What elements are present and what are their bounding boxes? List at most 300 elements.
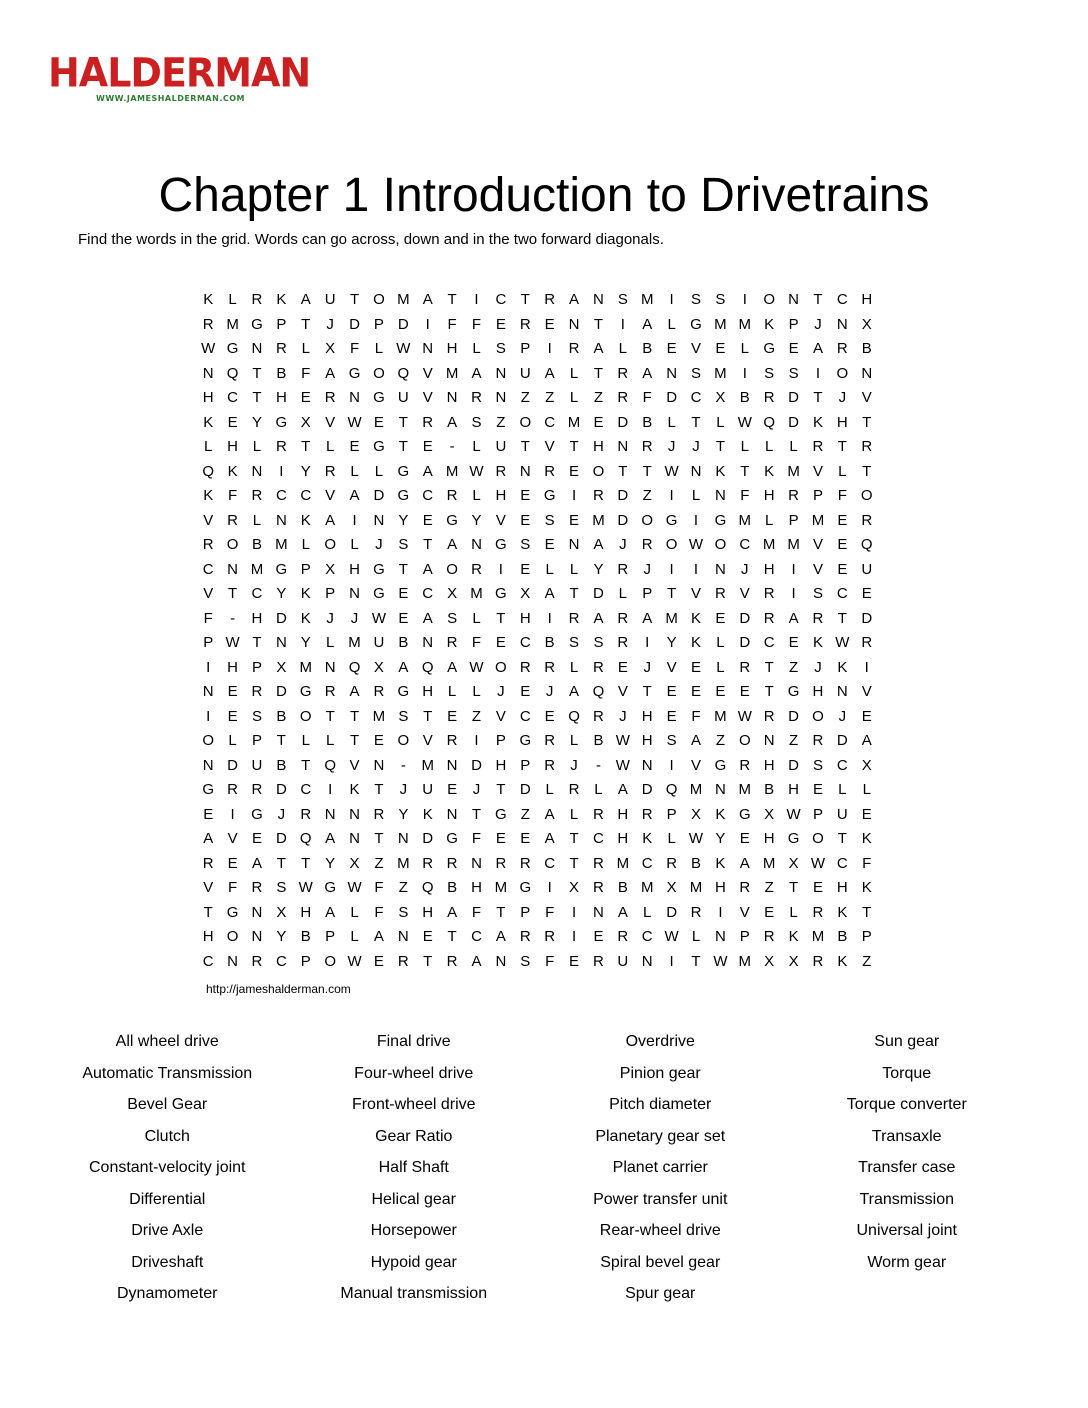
grid-cell: I xyxy=(498,560,503,578)
grid-cell: A xyxy=(325,830,336,847)
grid-cell: D xyxy=(861,609,873,627)
grid-cell: L xyxy=(447,683,457,700)
grid-cell: X xyxy=(373,658,384,676)
grid-cell: I xyxy=(742,364,747,382)
grid-cell: V xyxy=(203,585,214,602)
grid-cell: E xyxy=(495,634,506,651)
grid-cell: P xyxy=(495,732,506,749)
grid-cell: I xyxy=(718,903,723,921)
grid-cell: M xyxy=(689,781,703,798)
grid-cell: F xyxy=(228,879,238,896)
grid-cell: V xyxy=(812,560,823,578)
grid-cell: C xyxy=(202,952,214,970)
grid-cell: L xyxy=(472,609,481,627)
grid-cell: N xyxy=(836,315,848,333)
grid-cell: F xyxy=(301,364,311,382)
grid-cell: Y xyxy=(251,413,262,431)
grid-cell: E xyxy=(495,830,506,847)
grid-cell: H xyxy=(422,683,434,700)
grid-cell: O xyxy=(324,536,336,553)
grid-cell: Q xyxy=(202,462,215,480)
grid-cell: A xyxy=(617,781,628,798)
grid-cell: L xyxy=(594,781,603,798)
grid-cell: A xyxy=(617,903,628,921)
word-list-item: Four-wheel drive xyxy=(354,1064,474,1082)
grid-cell: K xyxy=(300,511,311,529)
grid-cell: U xyxy=(617,952,629,970)
grid-cell: - xyxy=(595,756,601,774)
grid-cell: K xyxy=(837,658,848,676)
grid-cell: L xyxy=(838,781,847,798)
grid-cell: E xyxy=(203,805,214,823)
grid-cell: R xyxy=(593,707,604,725)
grid-cell: N xyxy=(251,340,263,357)
grid-cell: A xyxy=(691,732,702,749)
grid-cell: M xyxy=(250,560,264,578)
grid-cell: D xyxy=(373,487,385,504)
grid-cell: T xyxy=(837,609,847,627)
grid-cell: P xyxy=(861,928,872,945)
grid-cell: K xyxy=(715,805,726,823)
grid-cell: R xyxy=(519,928,531,945)
grid-cell: N xyxy=(251,928,263,945)
grid-cell: V xyxy=(812,462,823,480)
grid-cell: F xyxy=(374,879,384,896)
grid-cell: K xyxy=(691,634,702,651)
grid-cell: E xyxy=(544,707,555,725)
word-list-item: Torque converter xyxy=(846,1096,967,1113)
grid-cell: L xyxy=(789,903,798,921)
grid-cell: E xyxy=(373,732,384,749)
grid-cell: O xyxy=(714,536,727,553)
grid-cell: N xyxy=(324,805,336,823)
grid-cell: N xyxy=(471,536,482,553)
grid-cell: R xyxy=(739,879,751,896)
grid-cell: E xyxy=(520,683,531,700)
word-list-item: Pitch diameter xyxy=(609,1096,712,1113)
grid-cell: G xyxy=(373,560,385,578)
grid-cell: U xyxy=(251,756,263,774)
grid-cell: C xyxy=(739,536,751,553)
page-title: Chapter 1 Introduction to Drivetrains xyxy=(158,169,930,223)
grid-cell: H xyxy=(202,928,214,945)
grid-cell: M xyxy=(470,585,483,602)
grid-cell: L xyxy=(204,438,213,455)
grid-cell: K xyxy=(691,609,702,627)
grid-cell: R xyxy=(617,634,629,651)
grid-cell: O xyxy=(495,658,507,676)
grid-cell: S xyxy=(520,536,531,553)
grid-cell: J xyxy=(350,609,359,627)
grid-cell: R xyxy=(202,315,214,333)
grid-cell: T xyxy=(837,438,847,455)
word-list-item: Spur gear xyxy=(625,1285,696,1302)
grid-cell: R xyxy=(251,952,263,970)
grid-cell: F xyxy=(862,854,872,872)
grid-cell: J xyxy=(667,438,676,455)
grid-cell: W xyxy=(347,952,362,970)
grid-cell: T xyxy=(398,413,408,431)
grid-cell: N xyxy=(397,928,409,945)
grid-cell: A xyxy=(422,462,433,480)
grid-cell: M xyxy=(762,854,776,872)
grid-cell: D xyxy=(788,707,799,725)
grid-cell: I xyxy=(815,364,821,382)
grid-cell: A xyxy=(642,364,653,382)
grid-cell: L xyxy=(472,438,481,455)
grid-cell: M xyxy=(640,291,654,308)
grid-cell: R xyxy=(763,389,775,406)
grid-cell: V xyxy=(325,487,336,504)
grid-cell: E xyxy=(520,830,531,847)
grid-cell: K xyxy=(300,585,311,602)
grid-cell: N xyxy=(861,364,873,382)
grid-cell: S xyxy=(812,756,823,774)
grid-cell: N xyxy=(349,389,360,406)
grid-cell: N xyxy=(422,340,434,357)
grid-cell: A xyxy=(300,291,311,308)
grid-cell: R xyxy=(836,340,848,357)
grid-cell: J xyxy=(838,707,847,725)
logo-wordmark: HALDERMAN xyxy=(48,49,311,97)
grid-cell: L xyxy=(765,438,774,455)
grid-cell: E xyxy=(691,683,702,700)
grid-cell: Y xyxy=(325,854,336,872)
grid-cell: M xyxy=(811,511,825,529)
grid-cell: N xyxy=(349,585,360,602)
grid-cell: E xyxy=(569,462,580,480)
grid-cell: T xyxy=(618,462,628,480)
grid-cell: L xyxy=(716,413,725,431)
grid-cell: N xyxy=(763,732,775,749)
grid-cell: R xyxy=(227,511,238,529)
grid-cell: T xyxy=(764,683,774,700)
grid-cell: D xyxy=(739,609,751,627)
grid-cell: B xyxy=(861,340,872,357)
grid-cell: C xyxy=(836,854,848,872)
grid-cell: R xyxy=(812,609,824,627)
grid-cell: H xyxy=(227,438,238,455)
grid-cell: J xyxy=(814,658,822,676)
word-list xyxy=(44,1026,1030,1310)
grid-cell: R xyxy=(202,536,214,553)
grid-cell: T xyxy=(349,707,360,725)
grid-cell: I xyxy=(474,732,479,749)
grid-cell: C xyxy=(202,560,214,578)
grid-cell: R xyxy=(544,928,556,945)
grid-cell: M xyxy=(738,952,752,970)
grid-cell: E xyxy=(398,609,409,627)
grid-cell: I xyxy=(791,585,796,602)
grid-cell: O xyxy=(641,511,654,529)
grid-cell: L xyxy=(325,732,335,749)
grid-cell: R xyxy=(251,291,263,308)
grid-cell: A xyxy=(422,609,433,627)
grid-cell: A xyxy=(447,413,458,431)
grid-cell: B xyxy=(691,854,702,872)
grid-cell: L xyxy=(667,413,676,431)
grid-cell: V xyxy=(495,511,506,529)
grid-cell: E xyxy=(520,511,531,529)
grid-cell: F xyxy=(740,487,750,504)
grid-cell: V xyxy=(861,683,872,700)
grid-cell: D xyxy=(275,609,287,627)
grid-cell: M xyxy=(226,315,239,333)
grid-cell: T xyxy=(740,462,750,480)
grid-cell: T xyxy=(203,903,213,921)
grid-cell: V xyxy=(227,830,238,847)
grid-cell: K xyxy=(422,805,433,823)
grid-cell: E xyxy=(739,683,750,700)
word-list-item: Power transfer unit xyxy=(593,1190,728,1208)
grid-cell: D xyxy=(519,781,531,798)
grid-cell: J xyxy=(643,658,651,676)
grid-cell: G xyxy=(787,683,800,700)
grid-cell: B xyxy=(642,413,653,431)
grid-cell: K xyxy=(837,952,848,970)
grid-cell: R xyxy=(251,879,263,896)
grid-cell: J xyxy=(326,315,334,333)
grid-cell: I xyxy=(645,634,650,651)
grid-cell: G xyxy=(446,511,458,529)
grid-cell: L xyxy=(643,903,652,921)
grid-cell: A xyxy=(593,340,604,357)
grid-cell: N xyxy=(227,952,238,970)
word-list-item: Worm gear xyxy=(867,1253,947,1271)
grid-cell: K xyxy=(349,781,360,798)
grid-cell: N xyxy=(666,364,678,382)
grid-cell: O xyxy=(812,707,824,725)
word-list-item: Transfer case xyxy=(858,1159,956,1176)
grid-cell: L xyxy=(569,805,579,823)
grid-cell: N xyxy=(495,364,507,382)
grid-cell: G xyxy=(519,879,532,896)
grid-cell: W xyxy=(664,462,679,480)
grid-cell: L xyxy=(765,511,774,529)
grid-cell: H xyxy=(300,903,312,921)
grid-cell: R xyxy=(641,805,653,823)
grid-cell: M xyxy=(787,536,800,553)
grid-cell: H xyxy=(519,609,531,627)
grid-cell: U xyxy=(397,389,409,406)
grid-cell: R xyxy=(544,291,556,308)
grid-cell: R xyxy=(788,487,799,504)
grid-cell: V xyxy=(739,585,750,602)
grid-cell: N xyxy=(202,756,214,774)
grid-cell: L xyxy=(325,634,335,651)
grid-cell: L xyxy=(691,487,701,504)
grid-cell: W xyxy=(664,928,679,945)
grid-cell: G xyxy=(397,683,410,700)
grid-cell: N xyxy=(714,928,726,945)
grid-cell: R xyxy=(861,511,873,529)
grid-cell: R xyxy=(446,952,458,970)
grid-cell: I xyxy=(620,315,625,333)
grid-cell: B xyxy=(276,707,287,725)
grid-cell: E xyxy=(812,781,823,798)
grid-cell: K xyxy=(642,830,653,847)
word-list-item: Hypoid gear xyxy=(370,1253,457,1271)
grid-cell: Y xyxy=(471,511,482,529)
grid-cell: H xyxy=(227,658,238,676)
grid-cell: P xyxy=(325,928,336,945)
grid-cell: T xyxy=(276,854,286,872)
grid-cell: G xyxy=(714,511,727,529)
grid-cell: E xyxy=(300,389,311,406)
grid-cell: A xyxy=(642,315,653,333)
grid-cell: M xyxy=(616,854,630,872)
grid-cell: R xyxy=(300,805,312,823)
grid-cell: N xyxy=(324,658,336,676)
grid-cell: X xyxy=(569,879,580,896)
grid-cell: G xyxy=(495,805,507,823)
grid-cell: R xyxy=(593,487,604,504)
grid-cell: I xyxy=(571,487,577,504)
grid-cell: T xyxy=(423,536,433,553)
grid-cell: V xyxy=(422,364,433,382)
grid-cell: D xyxy=(641,781,653,798)
grid-cell: I xyxy=(693,511,699,529)
grid-cell: F xyxy=(374,903,384,921)
grid-cell: O xyxy=(202,732,215,749)
grid-cell: T xyxy=(593,364,604,382)
grid-cell: H xyxy=(349,560,360,578)
grid-cell: R xyxy=(593,952,604,970)
grid-cell: Z xyxy=(545,389,555,406)
grid-cell: C xyxy=(251,585,263,602)
grid-cell: T xyxy=(691,413,701,431)
grid-cell: N xyxy=(471,854,482,872)
grid-cell: N xyxy=(446,756,458,774)
grid-cell: R xyxy=(471,389,482,406)
grid-cell: P xyxy=(739,928,750,945)
grid-cell: L xyxy=(301,536,310,553)
grid-cell: O xyxy=(763,291,776,308)
grid-cell: M xyxy=(421,756,434,774)
grid-cell: F xyxy=(545,903,555,921)
grid-cell: G xyxy=(495,536,507,553)
grid-cell: K xyxy=(764,315,775,333)
grid-cell: D xyxy=(788,756,799,774)
grid-cell: S xyxy=(447,609,458,627)
grid-cell: N xyxy=(227,560,238,578)
grid-cell: F xyxy=(228,487,238,504)
grid-cell: L xyxy=(618,585,627,602)
grid-cell: O xyxy=(324,952,336,970)
grid-cell: X xyxy=(276,658,287,676)
grid-cell: T xyxy=(520,291,530,308)
grid-cell: L xyxy=(569,560,579,578)
word-list-item: Universal joint xyxy=(856,1222,957,1239)
grid-cell: B xyxy=(251,536,262,553)
grid-cell: Q xyxy=(860,536,873,553)
grid-cell: I xyxy=(206,707,211,725)
grid-cell: P xyxy=(251,658,262,676)
grid-cell: E xyxy=(666,707,677,725)
grid-cell: M xyxy=(762,536,776,553)
grid-cell: S xyxy=(398,707,409,725)
grid-cell: Z xyxy=(862,952,872,970)
grid-cell: N xyxy=(690,462,702,480)
grid-cell: E xyxy=(788,634,799,651)
grid-cell: E xyxy=(398,585,409,602)
grid-cell: R xyxy=(544,462,556,480)
grid-cell: I xyxy=(328,781,333,798)
grid-cell: V xyxy=(495,707,506,725)
grid-cell: A xyxy=(812,340,823,357)
grid-cell: I xyxy=(425,315,430,333)
grid-cell: T xyxy=(447,928,457,945)
grid-cell: R xyxy=(446,487,458,504)
grid-cell: A xyxy=(569,683,580,700)
grid-cell: E xyxy=(812,879,823,896)
grid-cell: E xyxy=(495,315,506,333)
grid-cell: Q xyxy=(763,413,776,431)
grid-cell: A xyxy=(544,585,555,602)
grid-cell: R xyxy=(422,413,434,431)
grid-cell: E xyxy=(373,952,384,970)
grid-cell: I xyxy=(693,560,699,578)
grid-cell: R xyxy=(568,609,580,627)
grid-cell: E xyxy=(739,830,750,847)
grid-cell: D xyxy=(593,585,604,602)
grid-cell: G xyxy=(373,585,385,602)
grid-cell: R xyxy=(714,585,726,602)
grid-cell: R xyxy=(812,903,824,921)
grid-cell: M xyxy=(714,707,727,725)
source-link[interactable]: http://jameshalderman.com xyxy=(206,982,351,996)
word-list-item: Constant-velocity joint xyxy=(88,1159,246,1176)
grid-cell: H xyxy=(714,879,726,896)
grid-cell: Z xyxy=(788,658,799,676)
grid-cell: M xyxy=(299,658,312,676)
grid-cell: I xyxy=(669,756,674,774)
grid-cell: R xyxy=(617,609,629,627)
grid-cell: T xyxy=(520,438,530,455)
grid-cell: L xyxy=(472,487,481,504)
grid-cell: H xyxy=(836,879,848,896)
grid-cell: M xyxy=(567,413,581,431)
grid-cell: K xyxy=(861,879,872,896)
grid-cell: D xyxy=(666,389,678,406)
grid-cell: H xyxy=(251,609,263,627)
grid-cell: N xyxy=(593,903,604,921)
grid-cell: B xyxy=(544,634,555,651)
grid-cell: P xyxy=(373,315,384,333)
grid-cell: K xyxy=(861,830,872,847)
grid-cell: A xyxy=(422,560,433,578)
grid-cell: P xyxy=(276,315,287,333)
grid-cell: C xyxy=(641,928,653,945)
grid-cell: E xyxy=(837,560,848,578)
grid-cell: B xyxy=(764,781,775,798)
grid-cell: U xyxy=(495,438,507,455)
grid-cell: Y xyxy=(300,634,311,651)
grid-cell: V xyxy=(422,732,433,749)
grid-cell: H xyxy=(617,830,629,847)
grid-cell: M xyxy=(714,364,727,382)
grid-cell: Y xyxy=(398,511,409,529)
grid-cell: K xyxy=(276,291,287,308)
grid-cell: R xyxy=(495,854,507,872)
grid-cell: L xyxy=(472,340,481,357)
grid-cell: X xyxy=(447,585,458,602)
grid-cell: Z xyxy=(374,854,384,872)
grid-cell: F xyxy=(471,315,482,333)
grid-cell: - xyxy=(400,756,406,774)
grid-cell: E xyxy=(666,683,677,700)
grid-cell: W xyxy=(469,462,484,480)
